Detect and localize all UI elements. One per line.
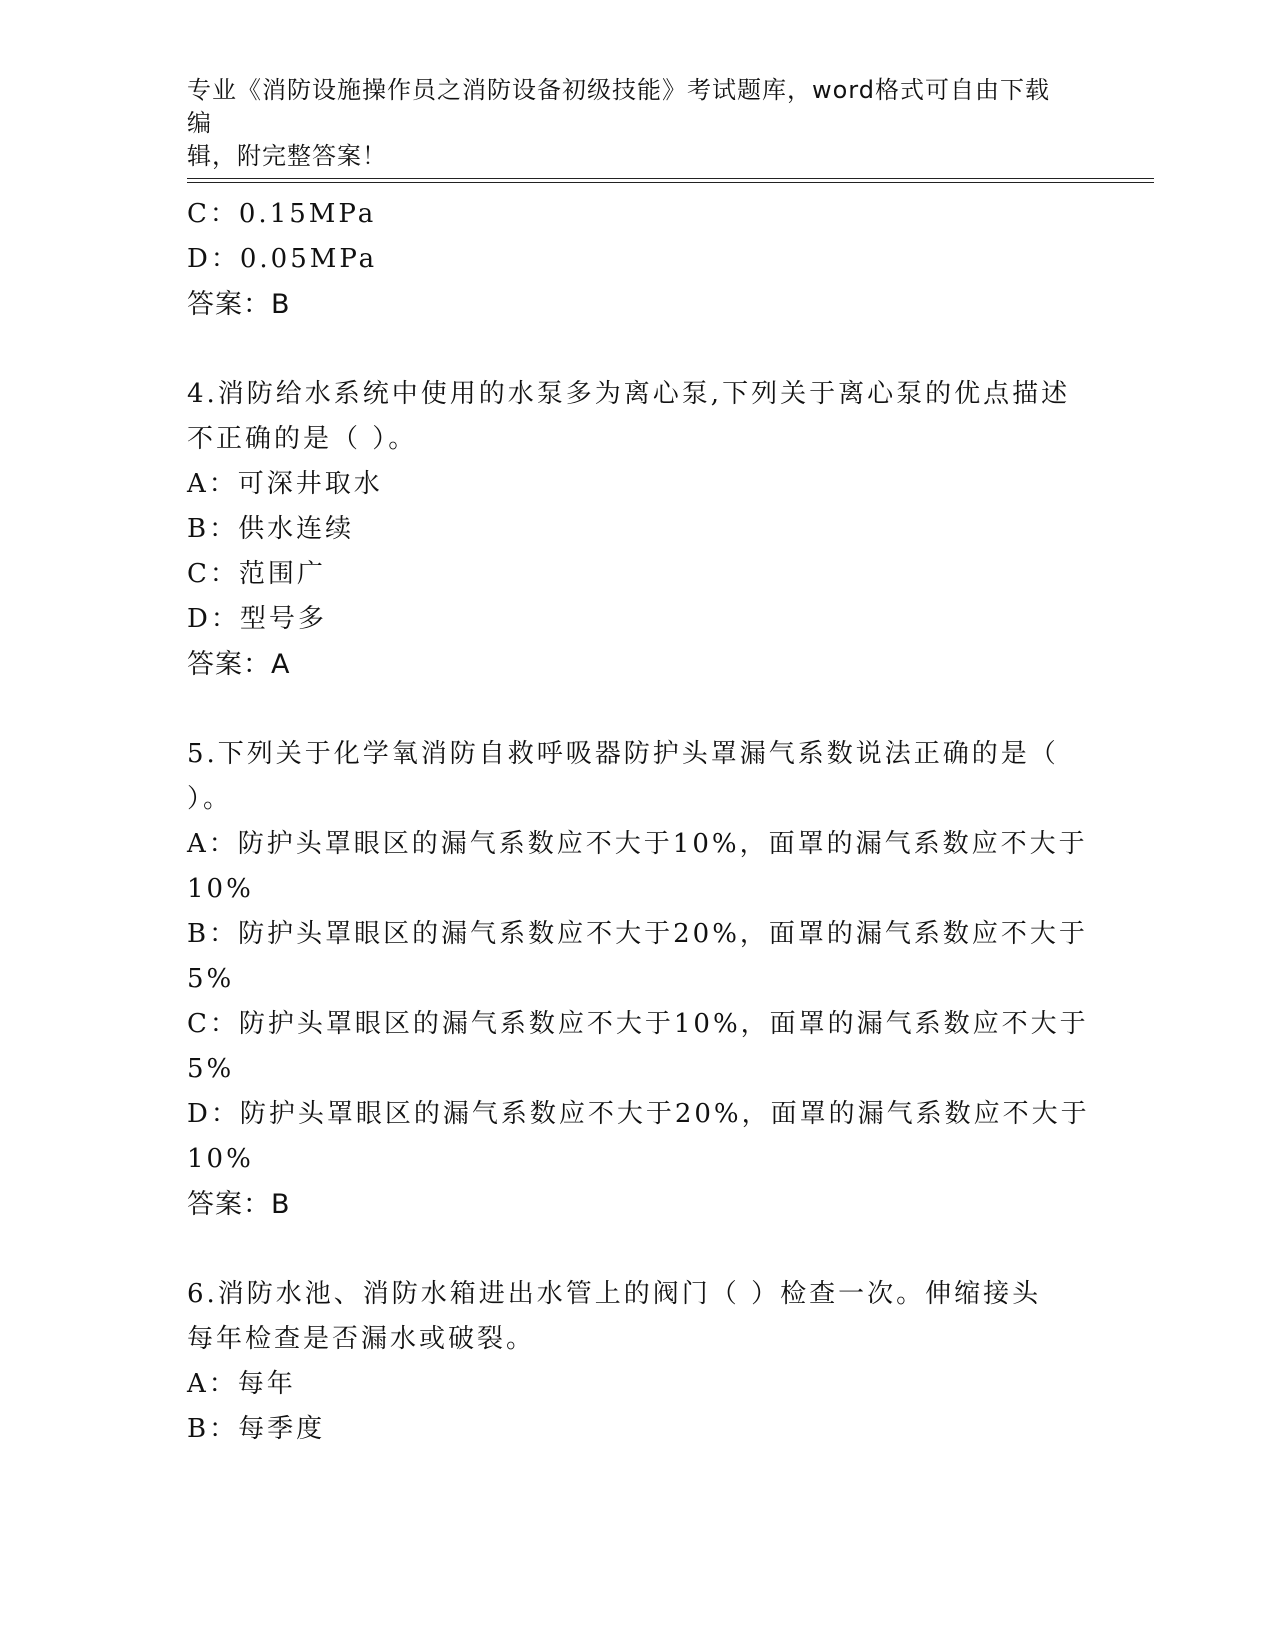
- question-stem-line-1: 5.下列关于化学氧消防自救呼吸器防护头罩漏气系数说法正确的是（: [187, 739, 1059, 769]
- option-d: D：0.05MPa: [187, 244, 378, 274]
- spacer: [187, 687, 1087, 732]
- question-stem-line-1: 6.消防水池、消防水箱进出水管上的阀门（ ）检查一次。伸缩接头: [187, 1279, 1042, 1309]
- option-a: A：可深井取水: [187, 469, 383, 499]
- option-d-line-2: 10%: [187, 1144, 254, 1174]
- option-c: C：0.15MPa: [187, 199, 377, 229]
- option-c-line-1: C：防护头罩眼区的漏气系数应不大于10%，面罩的漏气系数应不大于: [187, 1009, 1089, 1039]
- question-list: [187, 192, 1090, 1452]
- question-6: [187, 1272, 1087, 1452]
- question-stem-line-2: 不正确的是（ ）。: [187, 424, 418, 454]
- question-5: [187, 732, 1090, 1227]
- option-c: C：范围广: [187, 559, 326, 589]
- option-d: D：型号多: [187, 604, 327, 634]
- option-a-line-1: A：防护头罩眼区的漏气系数应不大于10%，面罩的漏气系数应不大于: [187, 829, 1088, 859]
- question-4: [187, 372, 1087, 687]
- option-a-line-2: 10%: [187, 874, 254, 904]
- header-line-2: 辑，附完整答案！: [187, 142, 387, 170]
- option-b: B：每季度: [187, 1414, 326, 1444]
- question-stem-line-2: ）。: [187, 784, 233, 814]
- header-rule-bottom: [187, 182, 1154, 183]
- option-b-line-2: 5%: [187, 964, 235, 994]
- option-b: B：供水连续: [187, 514, 355, 544]
- answer-line: 答案：B: [187, 1189, 291, 1220]
- question-stem-line-2: 每年检查是否漏水或破裂。: [187, 1324, 536, 1354]
- answer-line: 答案：B: [187, 289, 291, 320]
- question-stem-line-1: 4.消防给水系统中使用的水泵多为离心泵,下列关于离心泵的优点描述: [187, 379, 1071, 409]
- header-line-1: 专业《消防设施操作员之消防设备初级技能》考试题库，word格式可自由下载编: [187, 76, 1050, 137]
- option-a: A：每年: [187, 1369, 296, 1399]
- header-rule-top: [187, 178, 1154, 179]
- option-d-line-1: D：防护头罩眼区的漏气系数应不大于20%，面罩的漏气系数应不大于: [187, 1099, 1090, 1129]
- spacer: [187, 327, 1087, 372]
- option-b-line-1: B：防护头罩眼区的漏气系数应不大于20%，面罩的漏气系数应不大于: [187, 919, 1088, 949]
- question-3-tail: [187, 192, 1087, 327]
- document-header: [187, 74, 1067, 173]
- option-c-line-2: 5%: [187, 1054, 235, 1084]
- spacer: [187, 1227, 1087, 1272]
- answer-line: 答案：A: [187, 649, 291, 680]
